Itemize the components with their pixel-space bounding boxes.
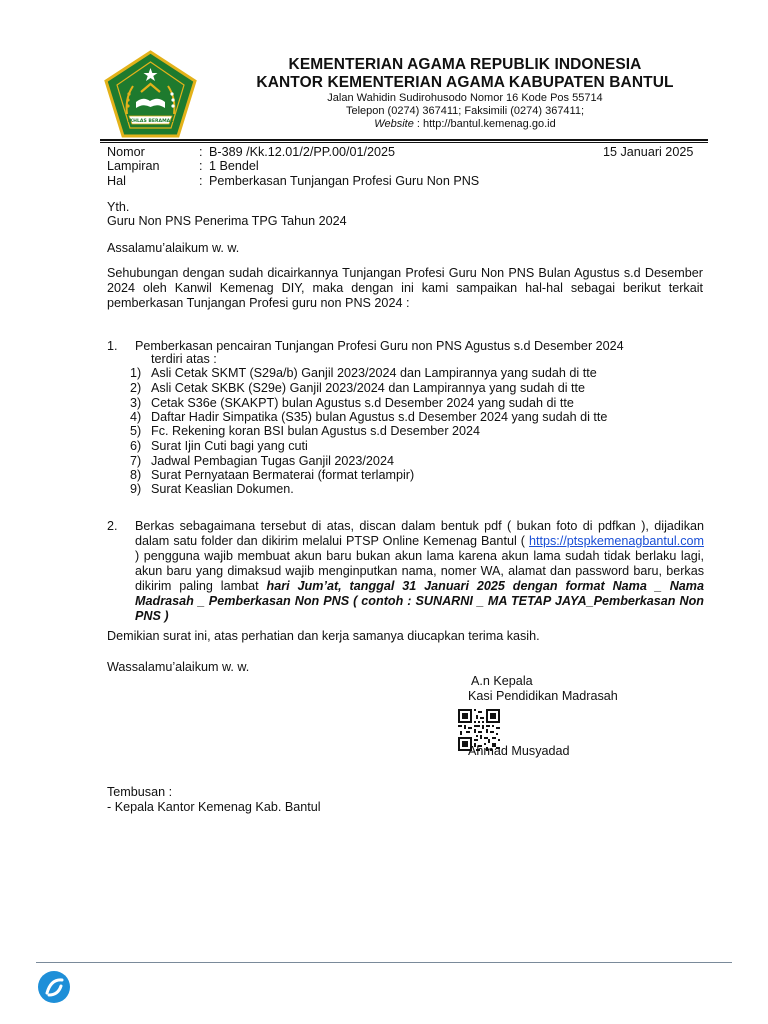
list-item-number: 9) <box>130 482 142 496</box>
point-1-line2: terdiri atas : <box>151 352 217 366</box>
nomor-colon: : <box>199 145 203 159</box>
scribd-logo-icon[interactable] <box>37 970 71 1004</box>
nomor-value: B-389 /Kk.12.01/2/PP.00/01/2025 <box>209 145 396 159</box>
tembusan-label: Tembusan : <box>107 785 173 799</box>
nomor-label: Nomor <box>107 145 145 159</box>
letterhead-rule <box>100 139 708 141</box>
list-item-number: 5) <box>130 424 142 438</box>
point-2-text-a: Berkas sebagaimana tersebut di atas, discan dalam bentuk pdf ( bukan foto di pdfkan ), dijadikan dalam satu folder dan dikirim melalui PTSP Online Kemenag Bantul ( <box>135 519 704 548</box>
signature-line1: A.n Kepala <box>471 674 533 688</box>
list-item: Asli Cetak SKBK (S29e) Ganjil 2023/2024 dan Lampirannya yang sudah di tte <box>151 381 586 395</box>
lampiran-value: 1 Bendel <box>209 159 259 173</box>
signature-line2: Kasi Pendidikan Madrasah <box>468 689 618 703</box>
list-item-number: 1) <box>130 366 142 380</box>
list-item: Surat Ijin Cuti bagi yang cuti <box>151 439 308 453</box>
office-website <box>215 118 715 131</box>
website-separator: : <box>413 118 423 130</box>
letterhead-rule-thin <box>100 142 708 143</box>
list-item-number: 4) <box>130 410 142 424</box>
letter-date: 15 Januari 2025 <box>603 145 694 159</box>
point-2-number: 2. <box>107 519 118 533</box>
letterhead <box>215 56 715 131</box>
closing-paragraph: Demikian surat ini, atas perhatian dan kerja samanya diucapkan terima kasih. <box>107 629 540 643</box>
recipient-yth: Yth. <box>107 200 130 214</box>
intro-paragraph: Sehubungan dengan sudah dicairkannya Tunjangan Profesi Guru Non PNS Bulan Agustus s.d Desember 2024 oleh Kanwil Kemenag DIY, maka dengan ini kami sampaikan hal-hal sebagai berikut terkait pemberkasan Tunjangan Profesi guru non PNS 2024 : <box>107 266 703 310</box>
list-item: Jadwal Pembagian Tugas Ganjil 2023/2024 <box>151 454 394 468</box>
logo-ribbon-text: IKHLAS BERAMAL <box>127 119 174 124</box>
office-phone: Telepon (0274) 367411; Faksimili (0274) 367411; <box>345 105 585 117</box>
point-1-line1: Pemberkasan pencairan Tunjangan Profesi Guru non PNS Agustus s.d Desember 2024 <box>135 339 624 353</box>
list-item-number: 7) <box>130 454 142 468</box>
list-item: Surat Pernyataan Bermaterai (format terlampir) <box>151 468 415 482</box>
list-item: Daftar Hadir Simpatika (S35) bulan Agustus s.d Desember 2024 yang sudah di tte <box>151 410 608 424</box>
hal-colon: : <box>199 174 203 188</box>
kemenag-logo-icon <box>103 50 198 138</box>
ptsp-link[interactable]: https://ptspkemenagbantul.com <box>528 534 704 548</box>
hal-label: Hal <box>107 174 126 188</box>
point-2-text-b: ) pengguna wajib membuat akun baru bukan akun lama karena akun lama sudah tidak berlaku lagi, akun baru yang dimaksud wajib menginputkan nama, nomer WA, alamat dan password baru, berkas dikirim paling lambat <box>135 549 704 593</box>
list-item-number: 6) <box>130 439 142 453</box>
salutation: Wassalamu’alaikum w. w. <box>107 660 250 674</box>
list-item-number: 3) <box>130 396 142 410</box>
point-2-deadline: hari Jum’at, tanggal 31 Januari 2025 dengan format Nama _ Nama Madrasah _ Pemberkasan Non PNS ( contoh : SUNARNI _ MA TETAP JAYA_Pemberkasan Non PNS ) <box>135 579 705 623</box>
point-1-number: 1. <box>107 339 118 353</box>
footer-divider <box>36 962 732 963</box>
greeting: Assalamu’alaikum w. w. <box>107 241 240 255</box>
tembusan-item: - Kepala Kantor Kemenag Kab. Bantul <box>107 800 321 814</box>
office-title: KANTOR KEMENTERIAN AGAMA KABUPATEN BANTUL <box>256 74 674 91</box>
website-url: http://bantul.kemenag.go.id <box>423 118 556 130</box>
list-item: Surat Keaslian Dokumen. <box>151 482 294 496</box>
list-item: Asli Cetak SKMT (S29a/b) Ganjil 2023/2024 dan Lampirannya yang sudah di tte <box>151 366 597 380</box>
lampiran-label: Lampiran <box>107 159 160 173</box>
list-item-number: 8) <box>130 468 142 482</box>
signatory-name: Ahmad Musyadad <box>468 744 570 758</box>
ministry-title: KEMENTERIAN AGAMA REPUBLIK INDONESIA <box>288 56 642 73</box>
point-2-paragraph <box>135 519 704 624</box>
list-item-number: 2) <box>130 381 142 395</box>
recipient-name: Guru Non PNS Penerima TPG Tahun 2024 <box>107 214 347 228</box>
lampiran-colon: : <box>199 159 203 173</box>
list-item: Cetak S36e (SKAKPT) bulan Agustus s.d Desember 2024 yang sudah di tte <box>151 396 574 410</box>
list-item: Fc. Rekening koran BSI bulan Agustus s.d Desember 2024 <box>151 424 481 438</box>
website-label: Website <box>374 118 414 130</box>
office-address: Jalan Wahidin Sudirohusodo Nomor 16 Kode Pos 55714 <box>327 92 603 104</box>
hal-value: Pemberkasan Tunjangan Profesi Guru Non PNS <box>209 174 480 188</box>
